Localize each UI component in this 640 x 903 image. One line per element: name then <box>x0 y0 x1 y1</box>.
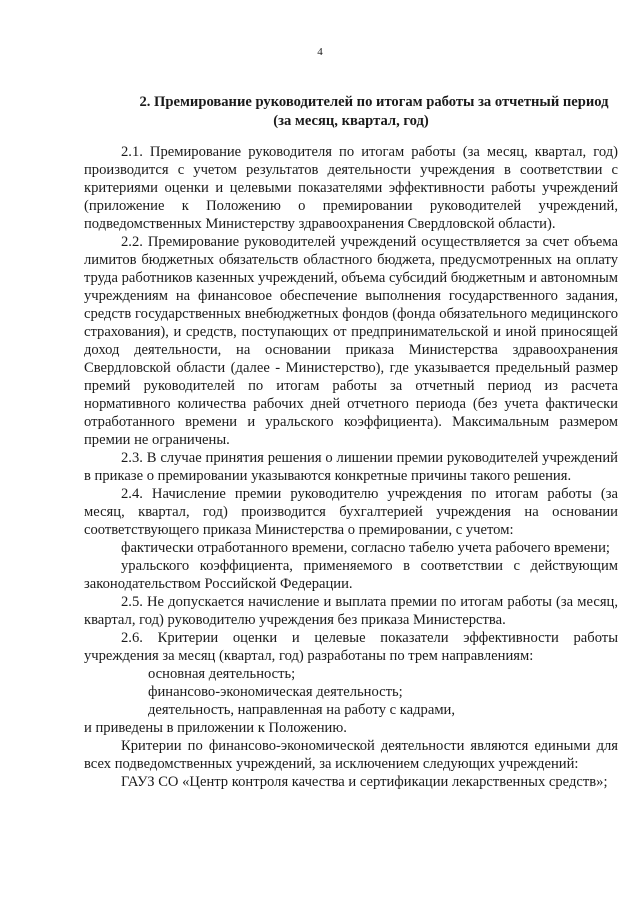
paragraph-2-1: 2.1. Премирование руководителя по итогам работы (за месяц, квартал, год) производится с учетом результатов деятельности учреждения в соответствии с критериями оценки и целевыми показателями эффективности работы учреждений (приложение к Положению о премировании руководителей учреждений, подведомственных Министерству здравоохранения Свердловской области). <box>84 144 618 232</box>
paragraph-2-5: 2.5. Не допускается начисление и выплата премии по итогам работы (за месяц, квартал, год) руководителю учреждения без приказа Министерства. <box>84 594 618 628</box>
paragraph-financial-criteria: Критерии по финансово-экономической деятельности являются едиными для всех подведомственных учреждений, за исключением следующих учреждений: <box>84 738 618 772</box>
paragraph-appendix-note: и приведены в приложении к Положению. <box>84 720 347 736</box>
paragraph-gauz-so: ГАУЗ СО «Центр контроля качества и сертификации лекарственных средств»; <box>121 774 608 790</box>
document-body <box>84 143 618 791</box>
paragraph-2-2: 2.2. Премирование руководителей учреждений осуществляется за счет объема лимитов бюджетных обязательств областного бюджета, предусмотренных на оплату труда работников казенных учреждений, объема субсидий бюджетным и автономным учреждениям на финансовое обеспечение выполнения государственного задания, средств государственных внебюджетных фондов (фонда обязательного медицинского страхования), и средств, поступающих от предпринимательской и иной приносящей доход деятельности, на основании приказа Министерства здравоохранения Свердловской области (далее - Министерство), где указывается предельный размер премий руководителей по итогам работы за отчетный период из расчета нормативного количества рабочих дней отчетного периода (без учета фактически отработанного времени и уральского коэффициента). Максимальным размером премии не ограничены. <box>84 234 618 448</box>
section-heading <box>84 93 618 131</box>
paragraph-worked-time: фактически отработанного времени, согласно табелю учета рабочего времени; <box>121 540 610 556</box>
list-item-main-activity: основная деятельность; <box>148 666 296 682</box>
page-number: 4 <box>317 46 323 58</box>
list-item-personnel-activity: деятельность, направленная на работу с кадрами, <box>148 702 456 718</box>
paragraph-ural-coefficient: уральского коэффициента, применяемого в соответствии с действующим законодательством Российской Федерации. <box>84 558 618 592</box>
section-title-line-1: 2. Премирование руководителей по итогам работы за отчетный период <box>139 94 609 110</box>
paragraph-2-3: 2.3. В случае принятия решения о лишении премии руководителей учреждений в приказе о премировании указываются конкретные причины такого решения. <box>84 450 618 484</box>
paragraph-2-4: 2.4. Начисление премии руководителю учреждения по итогам работы (за месяц, квартал, год) производится бухгалтерией учреждения на основании соответствующего приказа Министерства о премировании, с учетом: <box>84 486 618 538</box>
section-title-line-2: (за месяц, квартал, год) <box>273 113 429 129</box>
list-item-financial-activity: финансово-экономическая деятельность; <box>148 684 403 700</box>
paragraph-2-6: 2.6. Критерии оценки и целевые показатели эффективности работы учреждения за месяц (квартал, год) разработаны по трем направлениям: <box>84 630 618 664</box>
